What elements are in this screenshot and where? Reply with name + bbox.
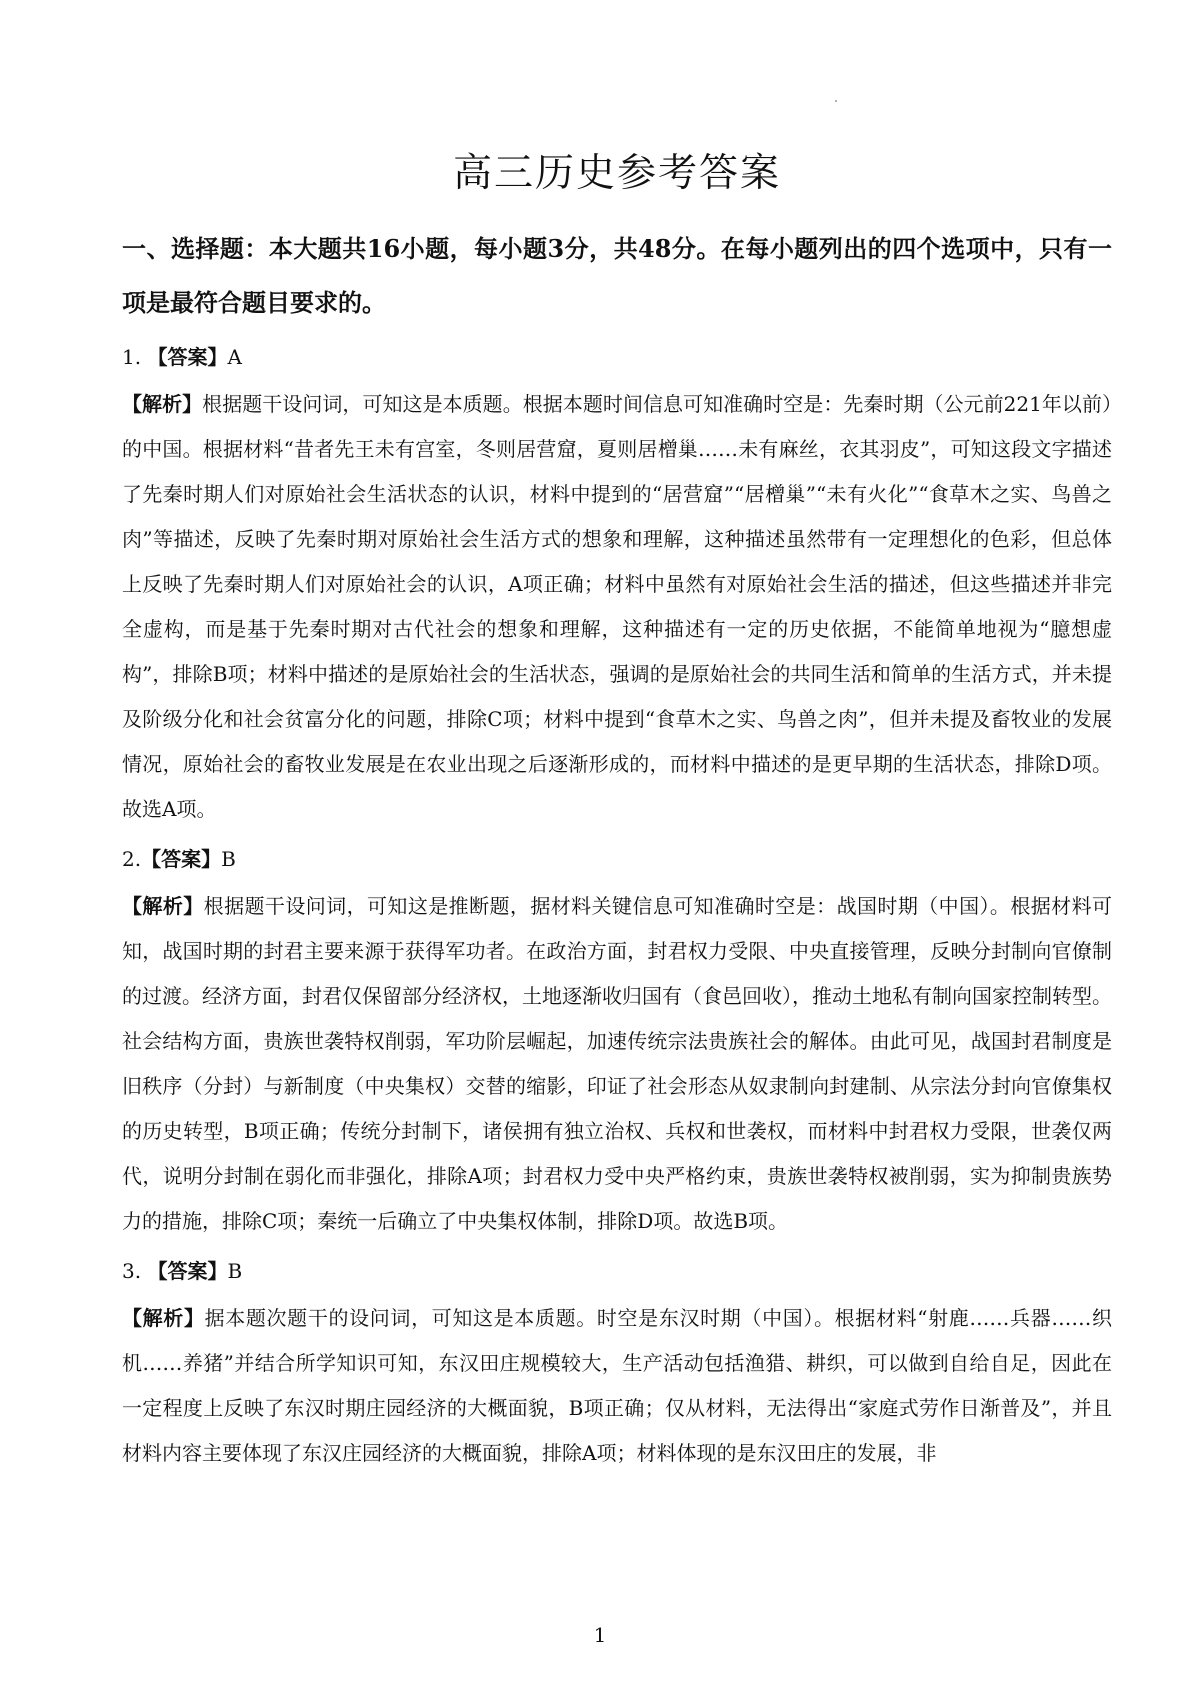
analysis-label: 【解析】: [122, 894, 204, 918]
answer-value: B: [221, 847, 236, 871]
answer-value: A: [227, 345, 242, 369]
answer-value: B: [227, 1259, 243, 1283]
scan-speck: [835, 100, 837, 102]
question-item-3: [122, 1250, 1112, 1476]
answer-line: [122, 336, 1112, 378]
page-number: 1: [593, 1623, 607, 1647]
analysis-text: 据本题次题干的设问词，可知这是本质题。时空是东汉时期（中国）。根据材料“射鹿……兵器……织机……养猪”并结合所学知识可知，东汉田庄规模较大，生产活动包括渔猎、耕织，可以做到自给自足，因此在一定程度上反映了东汉时期庄园经济的大概面貌，B项正确；仅从材料，无法得出“家庭式劳作日渐普及”，并且材料内容主要体现了东汉庄园经济的大概面貌，排除A项；材料体现的是东汉田庄的发展，非: [122, 1306, 1112, 1465]
analysis-label: 【解析】: [122, 1306, 205, 1330]
analysis-text: 根据题干设问词，可知这是推断题，据材料关键信息可知准确时空是：战国时期（中国）。根据材料可知，战国时期的封君主要来源于获得军功者。在政治方面，封君权力受限、中央直接管理，反映分封制向官僚制的过渡。经济方面，封君仅保留部分经济权，土地逐渐收归国有（食邑回收），推动土地私有制向国家控制转型。社会结构方面，贵族世袭特权削弱，军功阶层崛起，加速传统宗法贵族社会的解体。由此可见，战国封君制度是旧秩序（分封）与新制度（中央集权）交替的缩影，印证了社会形态从奴隶制向封建制、从宗法分封向官僚集权的历史转型，B项正确；传统分封制下，诸侯拥有独立治权、兵权和世袭权，而材料中封君权力受限，世袭仅两代，说明分封制在弱化而非强化，排除A项；封君权力受中央严格约束，贵族世袭特权被削弱，实为抑制贵族势力的措施，排除C项；秦统一后确立了中央集权体制，排除D项。故选B项。: [122, 894, 1113, 1233]
answer-label: 【答案】: [147, 1259, 228, 1283]
question-item-1: [122, 336, 1112, 832]
question-number: 1.: [122, 345, 142, 369]
answer-line: [122, 838, 1112, 880]
answer-label: 【答案】: [147, 345, 228, 369]
question-number: 2.: [122, 847, 142, 871]
section-heading: 一、选择题：本大题共16小题，每小题3分，共48分。在每小题列出的四个选项中，只有一项是最符合题目要求的。: [122, 234, 1112, 317]
analysis-label: 【解析】: [122, 392, 203, 416]
analysis-paragraph: [122, 1296, 1112, 1476]
page-content: [122, 146, 1112, 1476]
analysis-text: 根据题干设问词，可知这是本质题。根据本题时间信息可知准确时空是：先秦时期（公元前221年以前）的中国。根据材料“昔者先王未有宫室，冬则居营窟，夏则居橧巢……未有麻丝，衣其羽皮”，可知这段文字描述了先秦时期人们对原始社会生活状态的认识，材料中提到的“居营窟”“居橧巢”“未有火化”“食草木之实、鸟兽之肉”等描述，反映了先秦时期对原始社会生活方式的想象和理解，这种描述虽然带有一定理想化的色彩，但总体上反映了先秦时期人们对原始社会的认识，A项正确；材料中虽然有对原始社会生活的描述，但这些描述并非完全虚构，而是基于先秦时期对古代社会的想象和理解，这种描述有一定的历史依据，不能简单地视为“臆想虚构”，排除B项；材料中描述的是原始社会的生活状态，强调的是原始社会的共同生活和简单的生活方式，并未提及阶级分化和社会贫富分化的问题，排除C项；材料中提到“食草木之实、鸟兽之肉”，但并未提及畜牧业的发展情况，原始社会的畜牧业发展是在农业出现之后逐渐形成的，而材料中描述的是更早期的生活状态，排除D项。故选A项。: [122, 392, 1112, 821]
question-item-2: [122, 838, 1112, 1244]
answer-label: 【答案】: [141, 847, 222, 871]
page-title: 高三历史参考答案: [452, 151, 781, 196]
analysis-paragraph: [122, 382, 1112, 832]
question-number: 3.: [122, 1259, 142, 1283]
answer-line: [122, 1250, 1112, 1292]
analysis-paragraph: [122, 884, 1112, 1244]
